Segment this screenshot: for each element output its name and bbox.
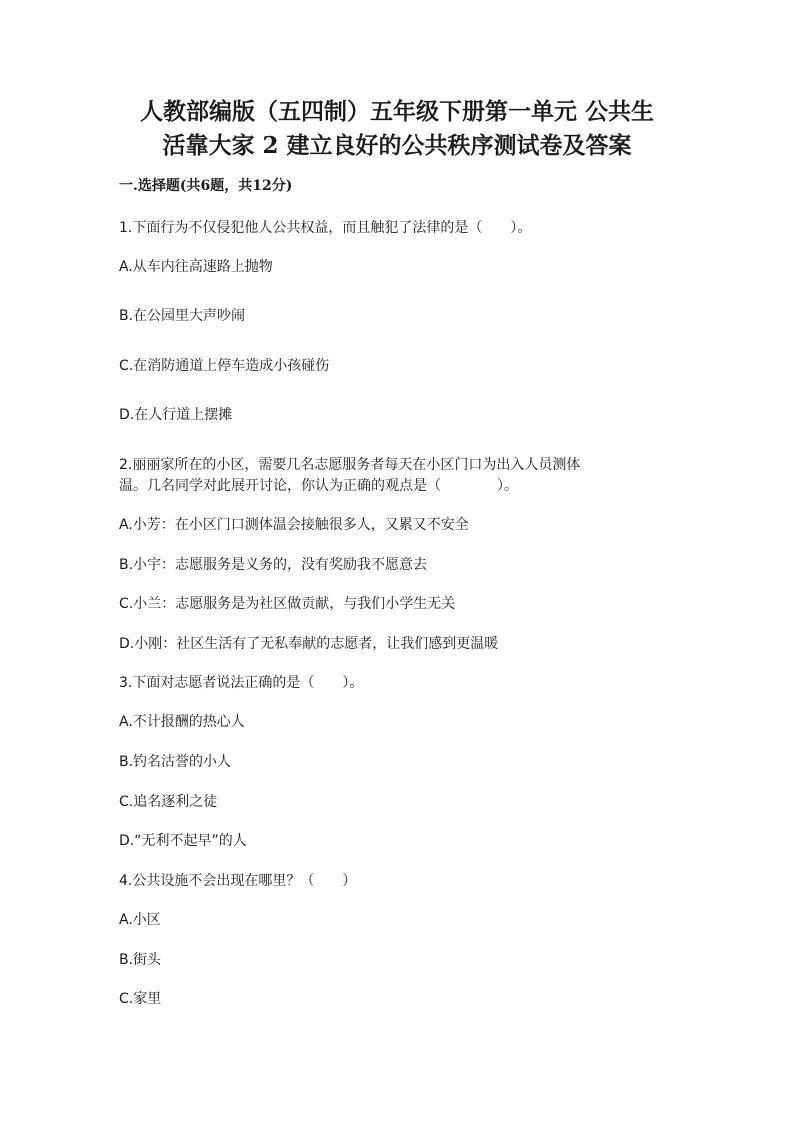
question-2-stem-line-1: 2.丽丽家所在的小区，需要几名志愿服务者每天在小区门口为出入人员测体 (119, 457, 581, 473)
question-3-option-a: A.不计报酬的热心人 (119, 714, 245, 730)
question-1-option-a: A.从车内往高速路上抛物 (119, 259, 273, 275)
question-2-option-c: C.小兰：志愿服务是为社区做贡献，与我们小学生无关 (119, 596, 456, 612)
question-2-option-a: A.小芳：在小区门口测体温会接触很多人，又累又不安全 (119, 517, 469, 533)
question-3-option-b: B.钓名沽誉的小人 (119, 754, 232, 770)
question-1-option-c: C.在消防通道上停车造成小孩碰伤 (119, 358, 330, 374)
question-2-stem-line-2: 温。几名同学对此展开讨论，你认为正确的观点是（ ）。 (119, 478, 518, 494)
question-3-option-c: C.追名逐利之徒 (119, 794, 218, 810)
question-4-option-c: C.家里 (119, 991, 162, 1007)
question-3-option-d: D.“无利不起早”的人 (119, 833, 247, 849)
question-4-stem: 4.公共设施不会出现在哪里？（ ） (119, 873, 357, 889)
question-2-option-b: B.小宇：志愿服务是义务的，没有奖励我不愿意去 (119, 557, 428, 573)
section-heading: 一.选择题(共6题，共12分) (119, 178, 293, 194)
question-2-option-d: D.小刚：社区生活有了无私奉献的志愿者，让我们感到更温暖 (119, 636, 499, 652)
question-1-option-b: B.在公园里大声吵闹 (119, 308, 246, 324)
exam-title-line-2: 活靠大家 2 建立良好的公共秩序测试卷及答案 (162, 132, 632, 159)
question-4-option-b: B.街头 (119, 952, 162, 968)
question-3-stem: 3.下面对志愿者说法正确的是（ ）。 (119, 675, 364, 691)
question-4-option-a: A.小区 (119, 912, 161, 928)
question-1-stem: 1.下面行为不仅侵犯他人公共权益，而且触犯了法律的是（ ）。 (119, 220, 532, 236)
question-1-option-d: D.在人行道上摆摊 (119, 407, 233, 423)
exam-title-line-1: 人教部编版（五四制）五年级下册第一单元 公共生 (139, 98, 654, 125)
